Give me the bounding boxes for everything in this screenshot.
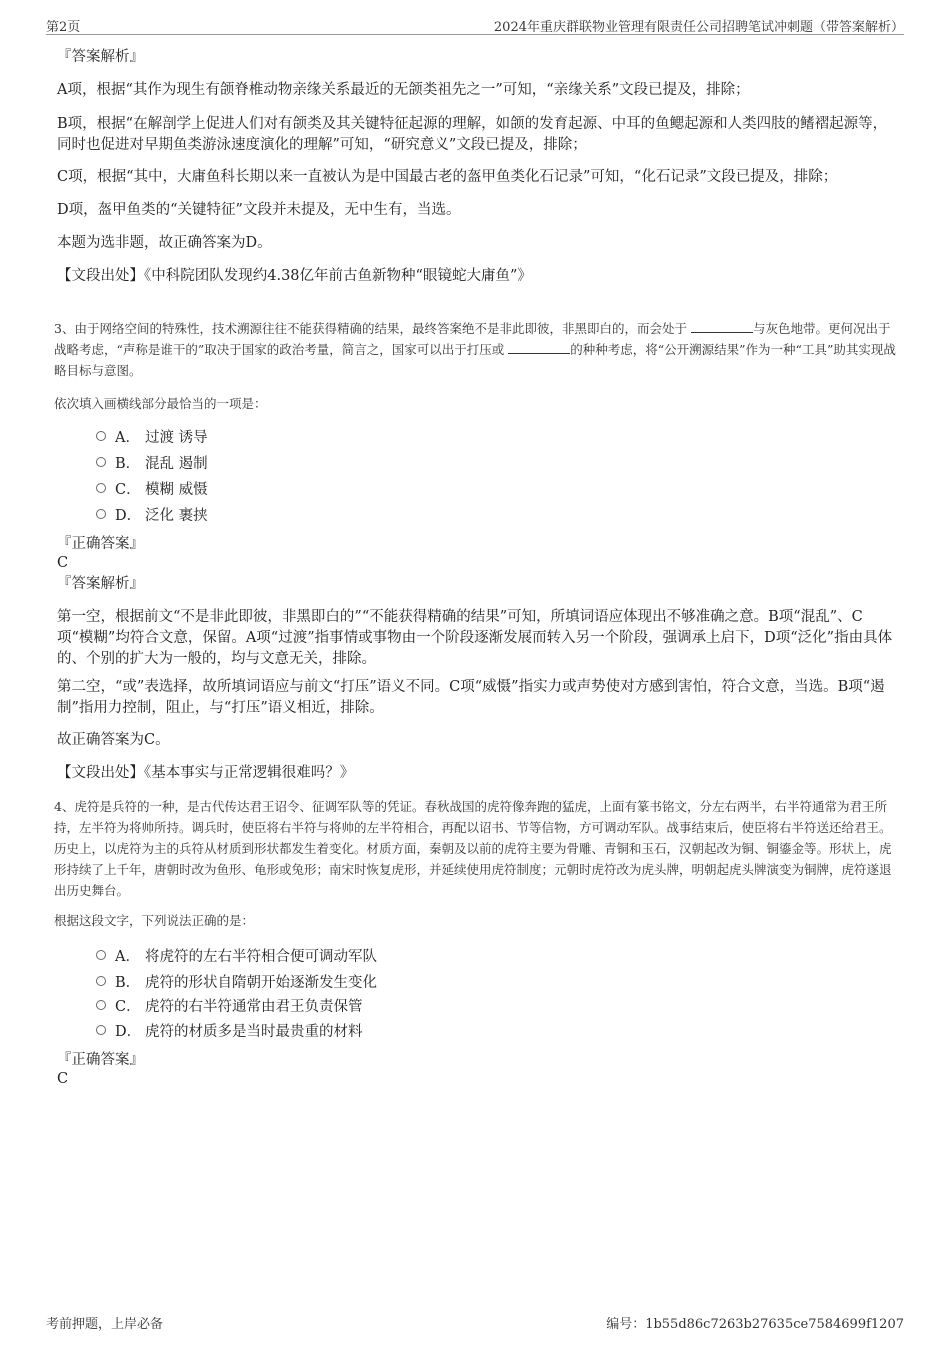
footer-slogan: 考前押题，上岸必备	[46, 1317, 164, 1332]
radio-icon[interactable]	[96, 1000, 106, 1010]
q4-option-b[interactable]: B． 虎符的形状自隋朝开始逐渐发生变化	[96, 972, 377, 994]
page-footer	[46, 1313, 904, 1333]
analysis-label: 『答案解析』	[57, 576, 144, 592]
fill-blank	[508, 341, 570, 354]
radio-icon[interactable]	[96, 976, 106, 986]
fill-blank	[691, 320, 753, 333]
q4-option-a[interactable]: A． 将虎符的左右半符相合便可调动军队	[96, 946, 377, 968]
page-number: 第2页	[46, 20, 81, 35]
radio-icon[interactable]	[96, 1025, 106, 1035]
correct-answer-label: 『正确答案』	[57, 1052, 144, 1068]
analysis-paragraph: C项，根据“其中，大庸鱼科长期以来一直被认为是中国最古老的盔甲鱼类化石记录”可知，“化石记录”文段已提及，排除；	[57, 169, 838, 185]
question-3-prompt: 依次填入画横线部分最恰当的一项是：	[54, 396, 267, 411]
document-id: 编号：1b55d86c7263b27635ce7584699f1207	[606, 1317, 904, 1332]
question-3-stem: 3、由于网络空间的特殊性，技术溯源往往不能获得精确的结果，最终答案绝不是非此即彼，非黑即白的，而会处于 与灰色地带。更何况出于战略考虑，“声称是谁干的”取决于国家的政治考量，简言之，国家可以出于打压或 的种种考虑，将“公开溯源结果”作为一种“工具”助其实现战略目标与意图。	[54, 321, 896, 378]
analysis-paragraph: D项，盔甲鱼类的“关键特征”文段并未提及，无中生有，当选。	[57, 202, 461, 218]
q3-option-a[interactable]: A． 过渡 诱导	[96, 427, 208, 449]
analysis-conclusion: 故正确答案为C。	[57, 732, 170, 748]
source-citation: 【文段出处】《基本事实与正常逻辑很难吗？》	[57, 765, 355, 781]
document-title: 2024年重庆群联物业管理有限责任公司招聘笔试冲刺题（带答案解析）	[493, 20, 904, 35]
analysis-paragraph: 第二空，“或”表选择，故所填词语应与前文“打压”语义不同。C项“威慑”指实力或声势使对方感到害怕，符合文意，当选。B项“遏制”指用力控制，阻止，与“打压”语义相近，排除。	[57, 679, 885, 716]
correct-answer: C	[57, 1071, 69, 1087]
question-4-prompt: 根据这段文字，下列说法正确的是：	[54, 913, 255, 928]
q3-option-b[interactable]: B． 混乱 遏制	[96, 453, 208, 475]
radio-icon[interactable]	[96, 483, 106, 493]
analysis-paragraph: A项，根据“其作为现生有颌脊椎动物亲缘关系最近的无颌类祖先之一”可知，“亲缘关系”文段已提及，排除；	[57, 82, 750, 98]
correct-answer-label: 『正确答案』	[57, 536, 144, 552]
q4-option-d[interactable]: D． 虎符的材质多是当时最贵重的材料	[96, 1021, 363, 1043]
analysis-paragraph: 第一空，根据前文“不是非此即彼，非黑即白的”“不能获得精确的结果”可知，所填词语应体现出不够准确之意。B项“混乱”、C项“模糊”均符合文意，保留。A项“过渡”指事情或事物由一个阶段逐渐发展而转入另一个阶段，强调承上启下，D项“泛化”指由具体的、个别的扩大为一般的，均与文意无关，排除。	[57, 609, 893, 667]
analysis-paragraph: B项，根据“在解剖学上促进人们对有颌类及其关键特征起源的理解，如颌的发育起源、中耳的鱼鳃起源和人类四肢的鳍褶起源等，同时也促进对早期鱼类游泳速度演化的理解”可知，“研究意义”文段已提及，排除；	[57, 116, 888, 153]
radio-icon[interactable]	[96, 457, 106, 467]
radio-icon[interactable]	[96, 950, 106, 960]
analysis-conclusion: 本题为选非题，故正确答案为D。	[57, 235, 272, 251]
source-citation: 【文段出处】《中科院团队发现约4.38亿年前古鱼新物种“眼镜蛇大庸鱼”》	[57, 268, 532, 284]
q3-option-d[interactable]: D． 泛化 裹挟	[96, 505, 208, 527]
page-header	[46, 14, 904, 35]
radio-icon[interactable]	[96, 431, 106, 441]
q3-option-c[interactable]: C． 模糊 威慑	[96, 479, 208, 501]
correct-answer: C	[57, 555, 69, 571]
question-4-stem: 4、虎符是兵符的一种，是古代传达君王诏令、征调军队等的凭证。春秋战国的虎符像奔跑的猛虎，上面有篆书铭文，分左右两半，右半符通常为君王所持，左半符为将帅所持。调兵时，使臣将右半符与将帅的左半符相合，再配以诏书、节等信物，方可调动军队。战事结束后，使臣将右半符送还给君王。历史上，以虎符为主的兵符从材质到形状都发生着变化。材质方面，秦朝及以前的虎符主要为骨雕、青铜和玉石，汉朝起改为铜、铜鎏金等。形状上，虎形持续了上千年，唐朝时改为鱼形、龟形或兔形；南宋时恢复虎形，并延续使用虎符制度；元朝时虎符改为虎头牌，明朝起虎头牌演变为铜牌，虎符遂退出历史舞台。	[54, 799, 892, 898]
q4-option-c[interactable]: C． 虎符的右半符通常由君王负责保管	[96, 996, 363, 1018]
analysis-label: 『答案解析』	[57, 49, 144, 65]
radio-icon[interactable]	[96, 509, 106, 519]
